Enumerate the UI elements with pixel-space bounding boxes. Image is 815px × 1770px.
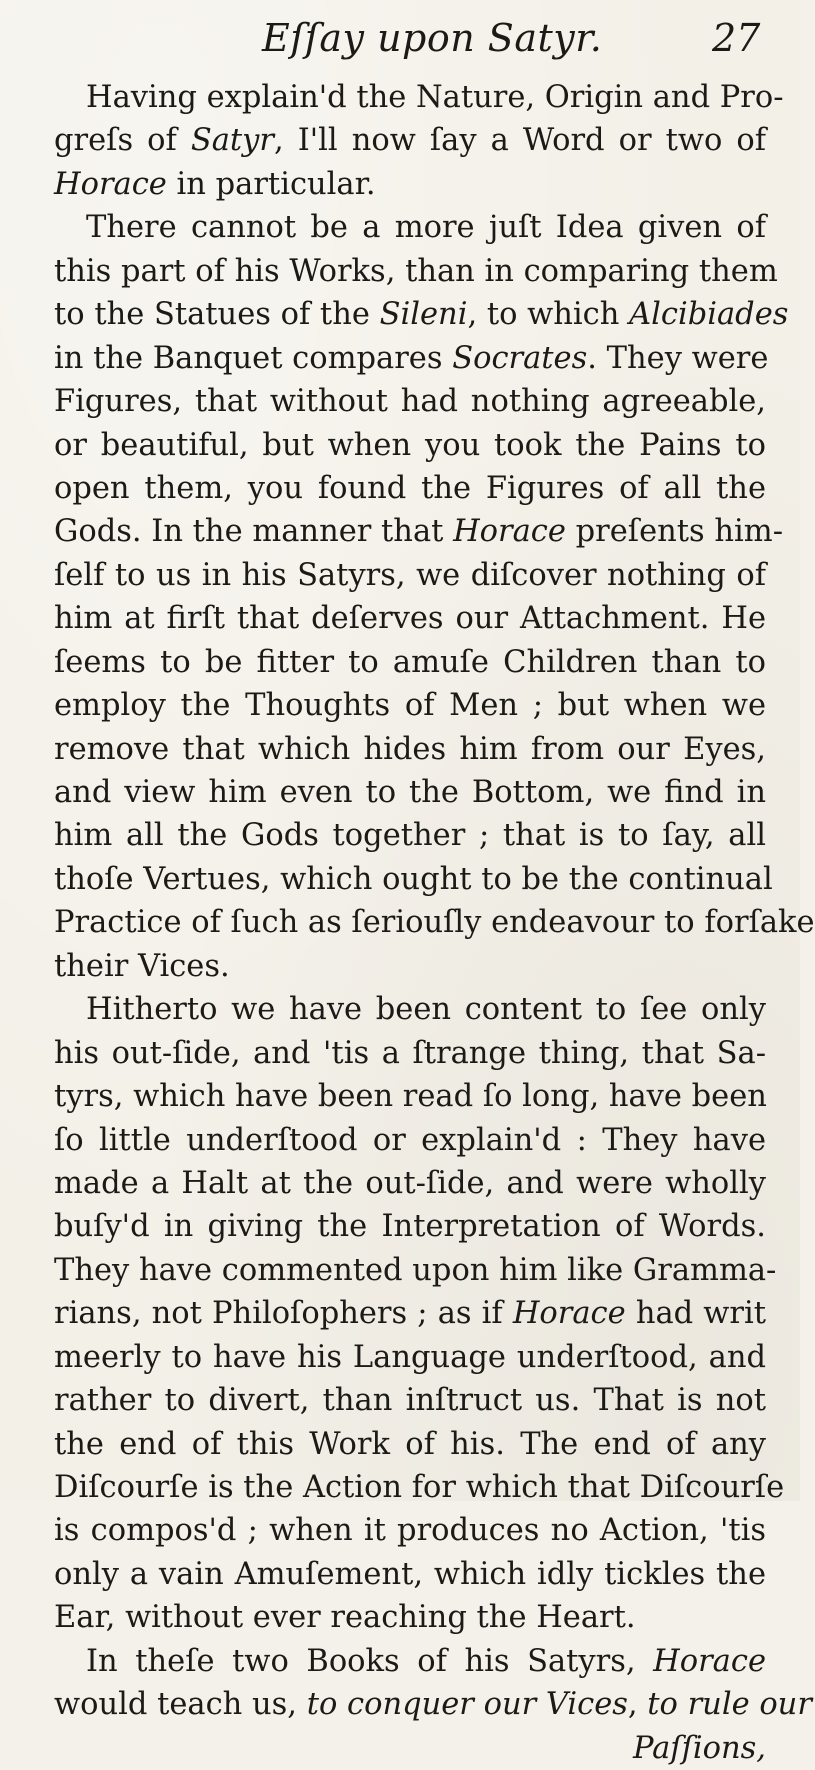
text-line: greſs of Satyr, I'll now ſay a Word or two of	[54, 123, 766, 159]
text-line: him all the Gods together ; that is to ſay, all	[54, 818, 766, 854]
text-line: Hitherto we have been content to ſee only	[86, 992, 766, 1028]
running-title: Eſſay upon Satyr.	[262, 16, 603, 60]
text-line: Gods. In the manner that Horace preſents him-	[54, 514, 783, 550]
text-line: employ the Thoughts of Men ; but when we	[54, 688, 766, 724]
text-line: this part of his Works, than in comparing them	[54, 253, 778, 289]
text-line: Practice of ſuch as ſeriouſly endeavour to forſake	[54, 905, 815, 941]
text-line: tyrs, which have been read ſo long, have been	[54, 1079, 767, 1115]
text-line: him at firſt that deſerves our Attachment. He	[54, 601, 766, 637]
text-line: rather to divert, than inſtruct us. That is not	[54, 1383, 766, 1419]
text-line: remove that which hides him from our Eyes,	[54, 731, 766, 767]
text-line: open them, you found the Figures of all the	[54, 470, 766, 506]
text-line: only a vain Amuſement, which idly tickles the	[54, 1556, 766, 1592]
text-line: his out-ſide, and 'tis a ſtrange thing, that Sa-	[54, 1035, 766, 1071]
text-line: There cannot be a more juſt Idea given of	[86, 210, 766, 246]
text-line: They have commented upon him like Gramma-	[54, 1252, 777, 1288]
text-line: Ear, without ever reaching the Heart.	[54, 1600, 636, 1636]
text-line: rians, not Philoſophers ; as if Horace had writ	[54, 1296, 766, 1332]
text-line: thoſe Vertues, which ought to be the continual	[54, 861, 773, 897]
text-line: Figures, that without had nothing agreeable,	[54, 384, 766, 420]
text-line: Paſſions,	[632, 1730, 766, 1766]
text-line: meerly to have his Language underſtood, and	[54, 1339, 766, 1375]
text-line: to the Statues of the Sileni, to which Alcibiades	[54, 297, 789, 333]
text-line: made a Halt at the out-ſide, and were wholly	[54, 1165, 766, 1201]
text-line: their Vices.	[54, 948, 230, 984]
text-line: in the Banquet compares Socrates. They were	[54, 340, 769, 376]
text-line: Horace in particular.	[54, 166, 376, 202]
text-line: and view him even to the Bottom, we find in	[54, 775, 766, 810]
text-line: the end of this Work of his. The end of any	[54, 1426, 766, 1462]
text-line: ſelf to us in his Satyrs, we diſcover nothing of	[54, 557, 766, 593]
text-line: is compos'd ; when it produces no Action, 'tis	[54, 1513, 766, 1549]
running-head	[0, 14, 800, 74]
text-line: In theſe two Books of his Satyrs, Horace	[86, 1643, 766, 1679]
text-line: Diſcourſe is the Action for which that Diſcourſe	[54, 1470, 785, 1505]
text-line: Having explain'd the Nature, Origin and Pro-	[86, 80, 784, 115]
text-line: would teach us, to conquer our Vices, to rule our	[54, 1687, 812, 1723]
body-text	[54, 76, 815, 1770]
text-line: ſo little underſtood or explain'd : They have	[54, 1122, 766, 1158]
text-line: or beautiful, but when you took the Pains to	[54, 427, 766, 463]
text-line: ſeems to be fitter to amuſe Children than to	[54, 644, 766, 680]
text-line: buſy'd in giving the Interpretation of Words.	[54, 1209, 766, 1245]
page-number: 27	[712, 16, 761, 60]
